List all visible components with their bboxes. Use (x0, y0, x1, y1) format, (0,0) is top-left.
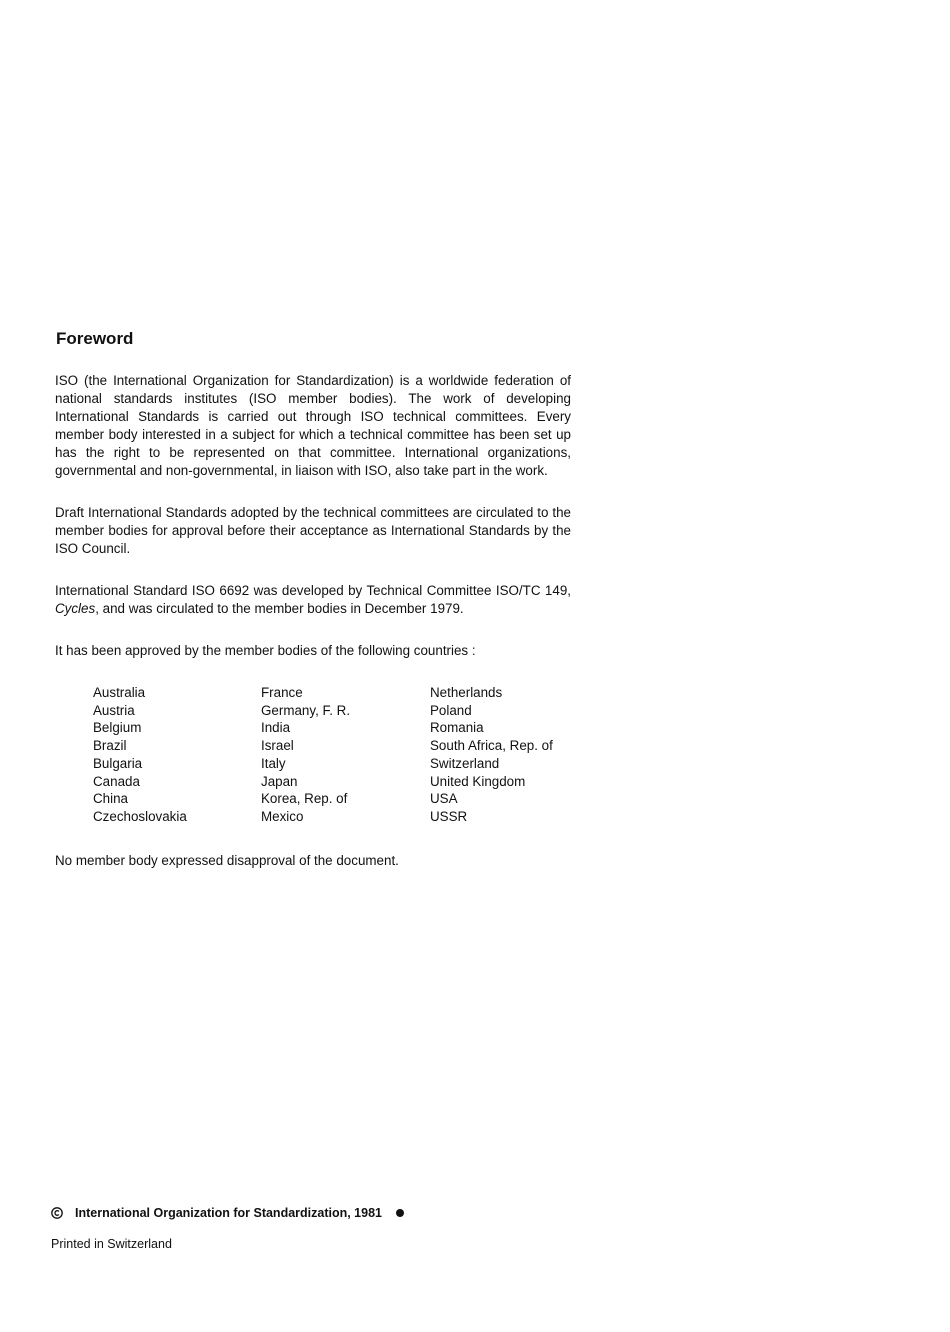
country-item: Germany, F. R. (261, 702, 351, 718)
foreword-heading: Foreword (56, 329, 134, 348)
copyright-line (51, 1206, 404, 1220)
country-item: India (261, 720, 291, 736)
country-item: Bulgaria (93, 755, 143, 771)
country-item: Mexico (261, 808, 304, 824)
country-item: China (93, 791, 128, 807)
country-item: Poland (430, 702, 472, 718)
country-item: South Africa, Rep. of (430, 738, 553, 754)
country-item: Netherlands (430, 685, 503, 700)
country-item: United Kingdom (430, 773, 526, 789)
copyright-text: International Organization for Standardization, 1981 (75, 1206, 382, 1220)
country-item: Korea, Rep. of (261, 791, 348, 807)
approving-countries-list (93, 684, 593, 826)
country-item: Brazil (93, 738, 127, 754)
countries-column-1 (93, 684, 261, 826)
development-paragraph (55, 582, 571, 618)
country-item: Belgium (93, 720, 142, 736)
country-item: Czechoslovakia (93, 808, 187, 824)
development-text-end: , and was circulated to the member bodies in December 1979. (95, 601, 464, 616)
country-item: Australia (93, 685, 146, 700)
country-item: Israel (261, 738, 294, 754)
disapproval-note: No member body expressed disapproval of the document. (55, 853, 399, 868)
country-item: Romania (430, 720, 484, 736)
printed-in: Printed in Switzerland (51, 1237, 172, 1251)
development-text-start: International Standard ISO 6692 was developed by Technical Committee ISO/TC 149, (55, 583, 571, 598)
copyright-icon (51, 1207, 63, 1219)
country-item: USSR (430, 808, 468, 824)
country-item: France (261, 685, 303, 700)
country-item: USA (430, 791, 458, 807)
draft-standards-paragraph: Draft International Standards adopted by the technical committees are circulated to the member bodies for approval before their acceptance as International Standards by the ISO Council. (55, 505, 571, 556)
committee-name: Cycles (55, 601, 96, 616)
countries-column-3 (430, 684, 590, 826)
country-item: Italy (261, 755, 286, 771)
country-item: Switzerland (430, 755, 500, 771)
countries-column-2 (261, 684, 430, 826)
country-item: Austria (93, 702, 135, 718)
approval-intro: It has been approved by the member bodies of the following countries : (55, 643, 476, 658)
iso-intro-paragraph: ISO (the International Organization for Standardization) is a worldwide federation of national standards institutes (ISO member bodies). The work of developing International Standards is carried out through ISO technical committees. Every member body interested in a subject for which a technical committee has been set up has the right to be represented on that committee. International organizations, governmental and non-governmental, in liaison with ISO, also take part in the work. (55, 373, 571, 478)
bullet-icon (396, 1209, 404, 1217)
country-item: Japan (261, 773, 298, 789)
country-item: Canada (93, 773, 140, 789)
